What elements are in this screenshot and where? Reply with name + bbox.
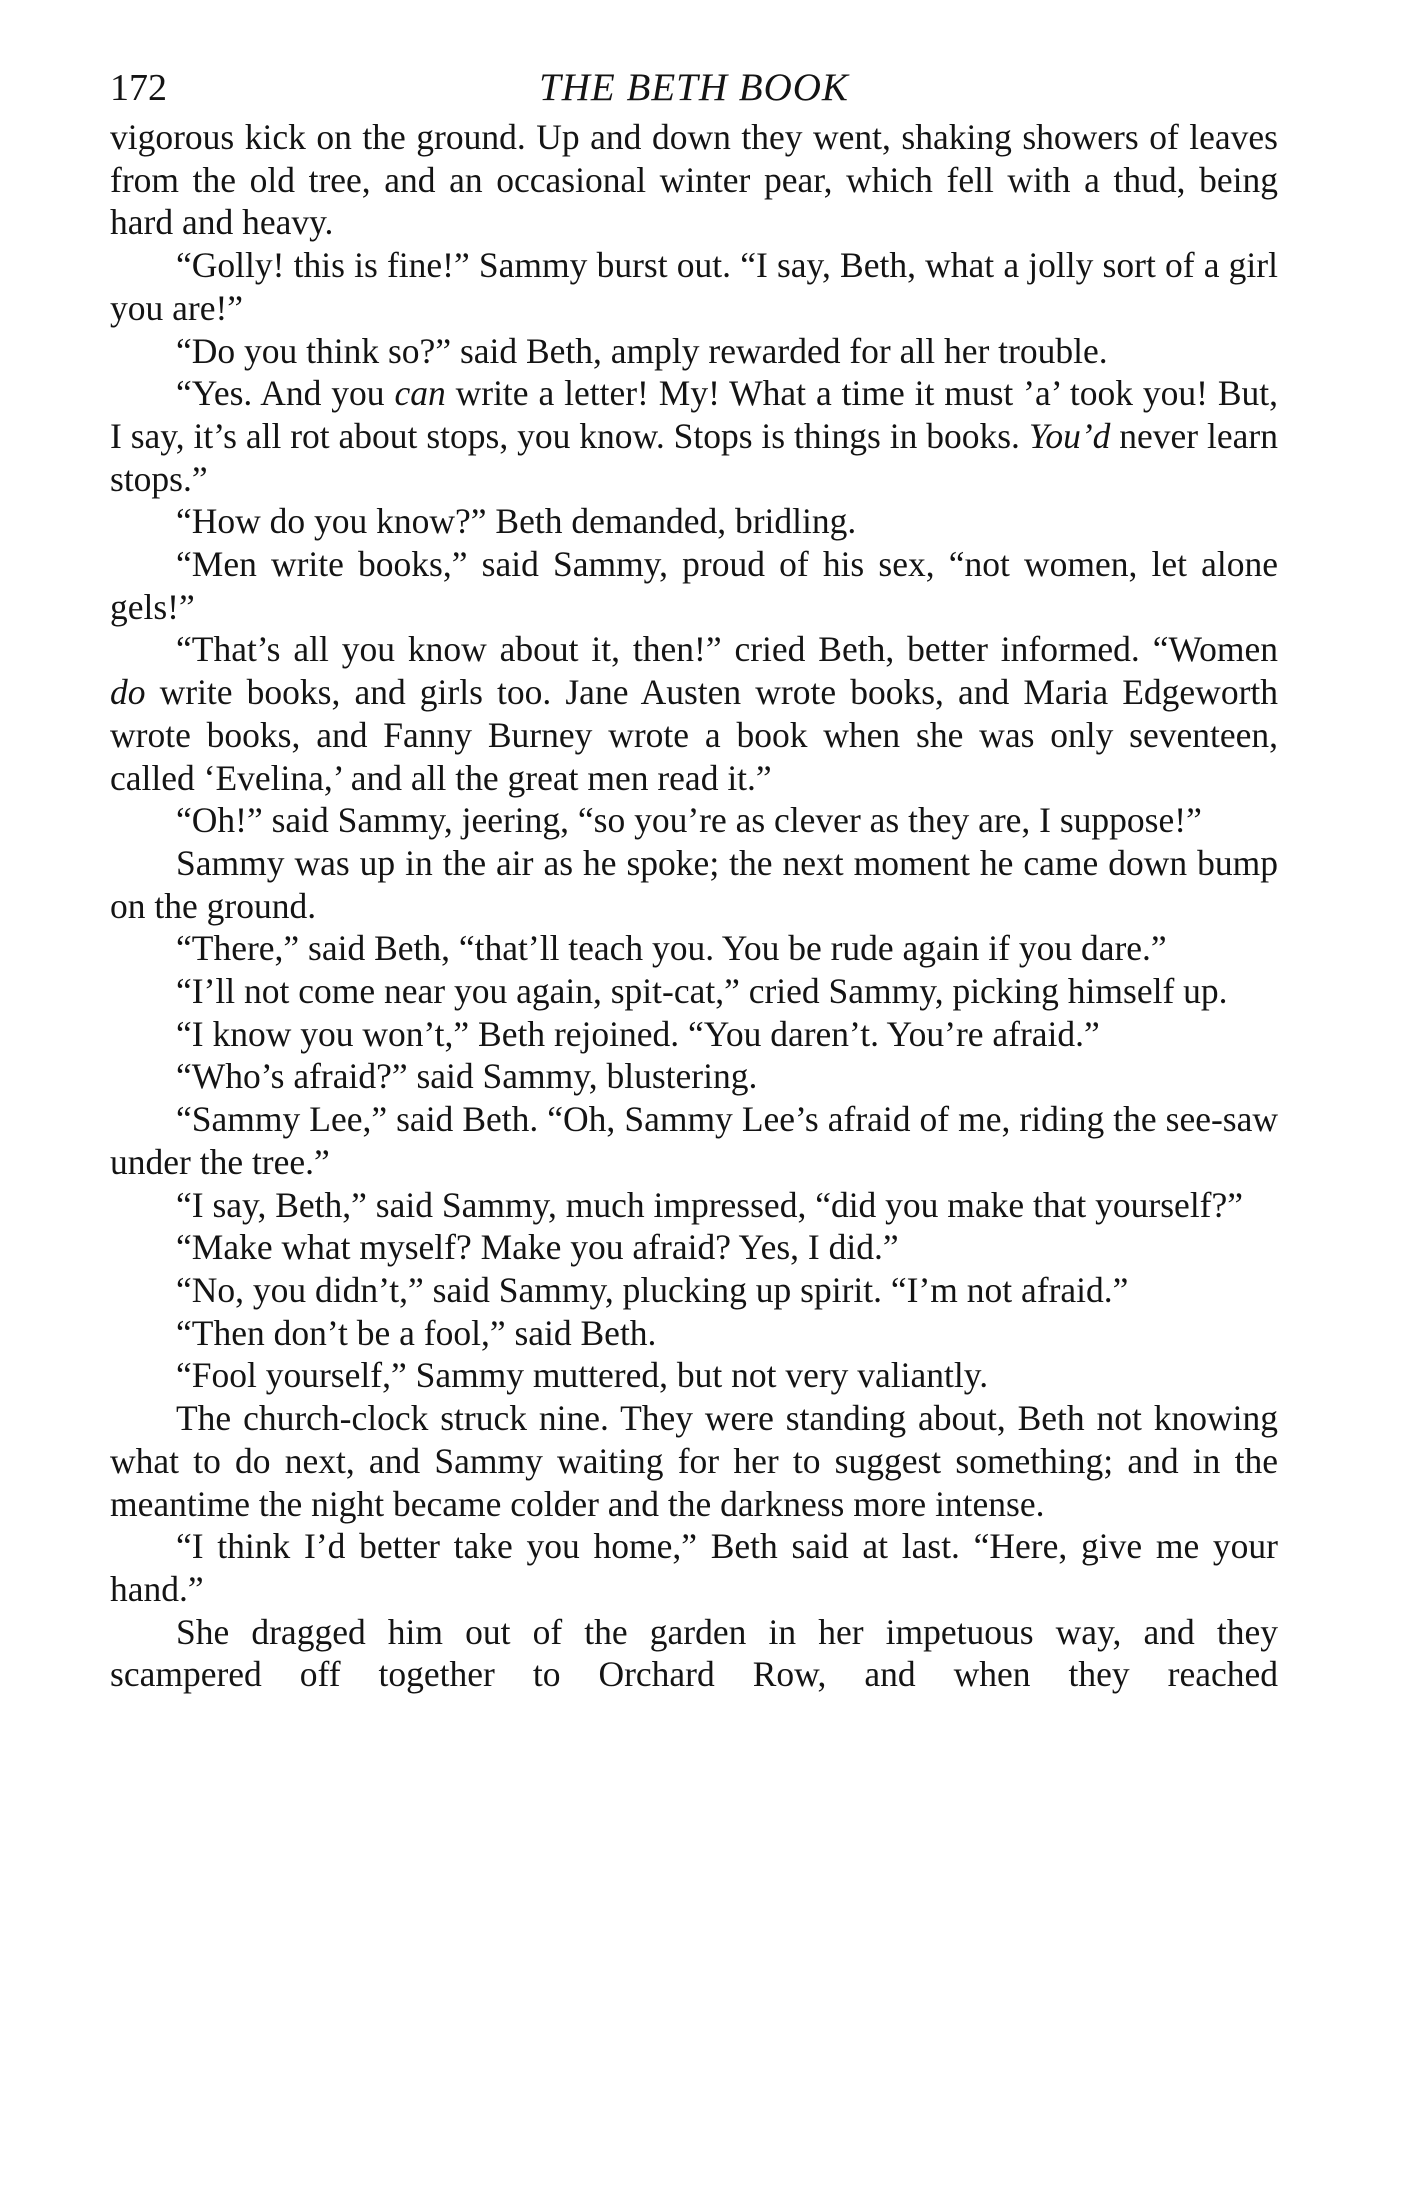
paragraph: “I say, Beth,” said Sammy, much impressed, “did you make that yourself?” [176, 1184, 1244, 1225]
running-head [110, 60, 1278, 116]
paragraph: “Do you think so?” said Beth, amply rewarded for all her trouble. [176, 330, 1108, 371]
book-title: THE BETH BOOK [539, 66, 849, 109]
paragraph: vigorous kick on the ground. Up and down they went, shaking showers of leaves from the old tree, and an occasional winter pear, which fell with a thud, being hard and heavy. [110, 117, 1278, 243]
paragraph: “I think I’d better take you home,” Beth said at last. “Here, give me your hand.” [110, 1526, 1278, 1609]
paragraph: “How do you know?” Beth demanded, bridling. [176, 501, 857, 542]
paragraph: The church-clock struck nine. They were standing about, Beth not knowing what to do next, and Sammy waiting for her to suggest something; and in the meantime the night became colder and the darkness more intense. [110, 1398, 1278, 1524]
paragraph: “There,” said Beth, “that’ll teach you. You be rude again if you dare.” [176, 928, 1167, 969]
paragraph: “Fool yourself,” Sammy muttered, but not very valiantly. [176, 1355, 989, 1396]
paragraph: “Make what myself? Make you afraid? Yes, I did.” [176, 1227, 899, 1268]
paragraph: Sammy was up in the air as he spoke; the next moment he came down bump on the ground. [110, 842, 1278, 926]
paragraph: “Yes. And you can write a letter! My! What a time it must ’a’ took you! But, I say, it’s all rot about stops, you know. Stops is things in books. You’d never learn stops.” [110, 373, 1278, 499]
paragraph: “Golly! this is fine!” Sammy burst out. “I say, Beth, what a jolly sort of a girl you are!” [110, 245, 1278, 328]
book-page [110, 60, 1278, 1696]
paragraph: “Then don’t be a fool,” said Beth. [176, 1312, 657, 1353]
paragraph: She dragged him out of the garden in her impetuous way, and they scampered off together to Orchard Row, and when they reached [110, 1611, 1278, 1695]
paragraph: “I know you won’t,” Beth rejoined. “You daren’t. You’re afraid.” [176, 1013, 1100, 1054]
paragraph: “Who’s afraid?” said Sammy, blustering. [176, 1056, 758, 1097]
paragraph: “Men write books,” said Sammy, proud of his sex, “not women, let alone gels!” [110, 544, 1278, 627]
paragraph: “I’ll not come near you again, spit-cat,” cried Sammy, picking himself up. [176, 971, 1228, 1012]
page-number: 172 [110, 67, 167, 109]
paragraph: “That’s all you know about it, then!” cried Beth, better informed. “Women do write books, and girls too. Jane Austen wrote books, and Maria Edgeworth wrote books, and Fanny Burney wrote a book when she was only seventeen, called ‘Evelina,’ and all the great men read it.” [110, 629, 1278, 798]
paragraph: “Sammy Lee,” said Beth. “Oh, Sammy Lee’s afraid of me, riding the see-saw under the tree.” [110, 1099, 1278, 1182]
body-text [110, 116, 1278, 1696]
paragraph: “No, you didn’t,” said Sammy, plucking up spirit. “I’m not afraid.” [176, 1269, 1129, 1310]
paragraph: “Oh!” said Sammy, jeering, “so you’re as clever as they are, I suppose!” [176, 800, 1202, 841]
